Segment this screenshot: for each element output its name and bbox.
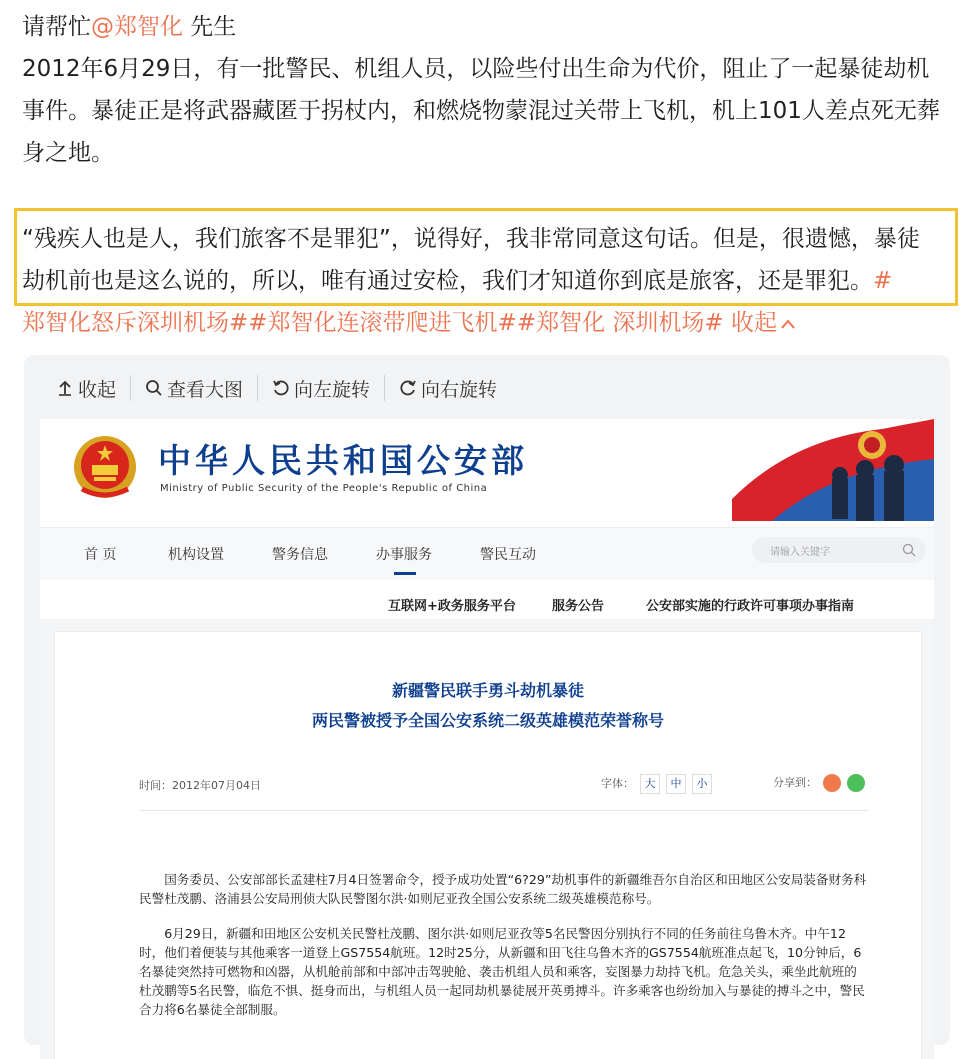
article-title-2: 两民警被授予全国公安系统二级英雄模范荣誉称号: [311, 711, 664, 730]
time-value: 2012年07月04日: [172, 779, 261, 792]
search-icon: [902, 543, 916, 557]
collapse-button[interactable]: [56, 375, 131, 401]
wechat-share-icon[interactable]: [847, 774, 865, 792]
police-banner-image: [732, 419, 934, 521]
post-line-1: [22, 6, 942, 48]
font-size-controls: [601, 774, 712, 794]
subnav-guide[interactable]: 公安部实施的行政许可事项办事指南: [646, 599, 855, 614]
image-viewer: [24, 355, 950, 1045]
article-title-1: 新疆警民联手勇斗劫机暴徒: [391, 681, 584, 700]
font-large-button[interactable]: 大: [640, 774, 660, 794]
site-header: [40, 419, 934, 519]
article-paragraph-1: 国务委员、公安部部长孟建柱7月4日签署命令，授予成功处置“6?29”劫机事件的新疆维吾尔自治区和田地区公安局装备财务科民警杜茂鹏、洛浦县公安局刑侦大队民警图尔洪·如则尼亚孜全国公安系统二级英雄模范称号。: [139, 872, 867, 906]
collapse-link[interactable]: [731, 310, 796, 336]
rotate-left-label: 向左旋转: [294, 378, 371, 401]
rotate-right-icon: [399, 379, 417, 397]
site-subtitle: Ministry of Public Security of the People's Republic of China: [160, 483, 488, 494]
mention-link[interactable]: @郑智化: [91, 14, 183, 40]
weibo-share-icon[interactable]: [823, 774, 841, 792]
font-label: 字体：: [601, 777, 634, 790]
nav-organization[interactable]: 机构设置: [168, 547, 224, 563]
site-search[interactable]: [752, 537, 926, 563]
subnav-announcements[interactable]: 服务公告: [552, 599, 605, 614]
view-large-button[interactable]: [131, 375, 258, 401]
article-time: [139, 777, 261, 793]
rotate-right-label: 向右旋转: [421, 378, 498, 401]
view-large-label: 查看大图: [167, 378, 244, 401]
rotate-left-button[interactable]: [258, 375, 385, 401]
nav-home[interactable]: 首 页: [84, 547, 117, 563]
viewer-toolbar: [56, 375, 511, 401]
hashtag-links[interactable]: 郑智化怒斥深圳机场##郑智化连滚带爬进飞机##郑智化 深圳机场#: [22, 310, 724, 336]
rotate-right-button[interactable]: [385, 375, 511, 401]
post-quote: “残疾人也是人，我们旅客不是罪犯”，说得好，我非常同意这句话。但是，很遗憾，暴徒劫机前也是这么说的，所以，唯有通过安检，我们才知道你到底是旅客，还是罪犯。: [22, 226, 920, 294]
embedded-screenshot[interactable]: [40, 419, 934, 1059]
search-icon: [145, 379, 163, 397]
share-label: 分享到：: [773, 776, 817, 789]
nav-services[interactable]: 办事服务: [376, 547, 432, 563]
collapse-label: 收起: [78, 378, 117, 401]
font-small-button[interactable]: 小: [692, 774, 712, 794]
nav-police-info[interactable]: 警务信息: [272, 547, 328, 563]
nav-interaction[interactable]: 警民互动: [480, 547, 536, 563]
post-suffix: 先生: [183, 14, 237, 40]
share-controls: [773, 774, 865, 792]
post-prefix: 请帮忙: [22, 14, 91, 40]
chevron-up-icon: [780, 318, 796, 330]
national-emblem-icon: [72, 433, 138, 501]
collapse-up-icon: [56, 379, 74, 397]
nav-active-indicator: [394, 572, 416, 575]
article-card: [54, 631, 922, 1059]
rotate-left-icon: [272, 379, 290, 397]
search-input[interactable]: 请输入关键字: [770, 547, 830, 558]
post-body: [22, 6, 942, 174]
collapse-label: 收起: [730, 310, 777, 336]
hashtag-start[interactable]: #: [873, 268, 893, 294]
site-title: 中华人民共和国公安部: [158, 441, 528, 480]
time-label: 时间：: [139, 779, 172, 792]
article-paragraph-2: 6月29日，新疆和田地区公安机关民警杜茂鹏、图尔洪·如则尼亚孜等5名民警因分别执行不同的任务前往乌鲁木齐。中午12时，他们着便装与其他乘客一道登上GS7554航班。12时25分，从新疆和田飞往乌鲁木齐的GS7554航班准点起飞，10分钟后，6名暴徒突然持可燃物和凶器，从机舱前部和中部冲击驾驶舱、袭击机组人员和乘客，妄图暴力劫持飞机。危急关头，乘坐此航班的杜茂鹏等5名民警，临危不惧、挺身而出，与机组人员一起同劫机暴徒展开英勇搏斗。许多乘客也纷纷加入与暴徒的搏斗之中，警民合力将6名暴徒全部制服。: [139, 926, 865, 1017]
post-quote-paragraph: [22, 218, 942, 344]
meta-divider: [139, 810, 869, 811]
font-medium-button[interactable]: 中: [666, 774, 686, 794]
subnav-gov-platform[interactable]: 互联网+政务服务平台: [388, 599, 516, 614]
post-paragraph-1: 2012年6月29日，有一批警民、机组人员，以险些付出生命为代价，阻止了一起暴徒劫机事件。暴徒正是将武器藏匿于拐杖内，和燃烧物蒙混过关带上飞机，机上101人差点死无葬身之地。: [22, 56, 940, 166]
